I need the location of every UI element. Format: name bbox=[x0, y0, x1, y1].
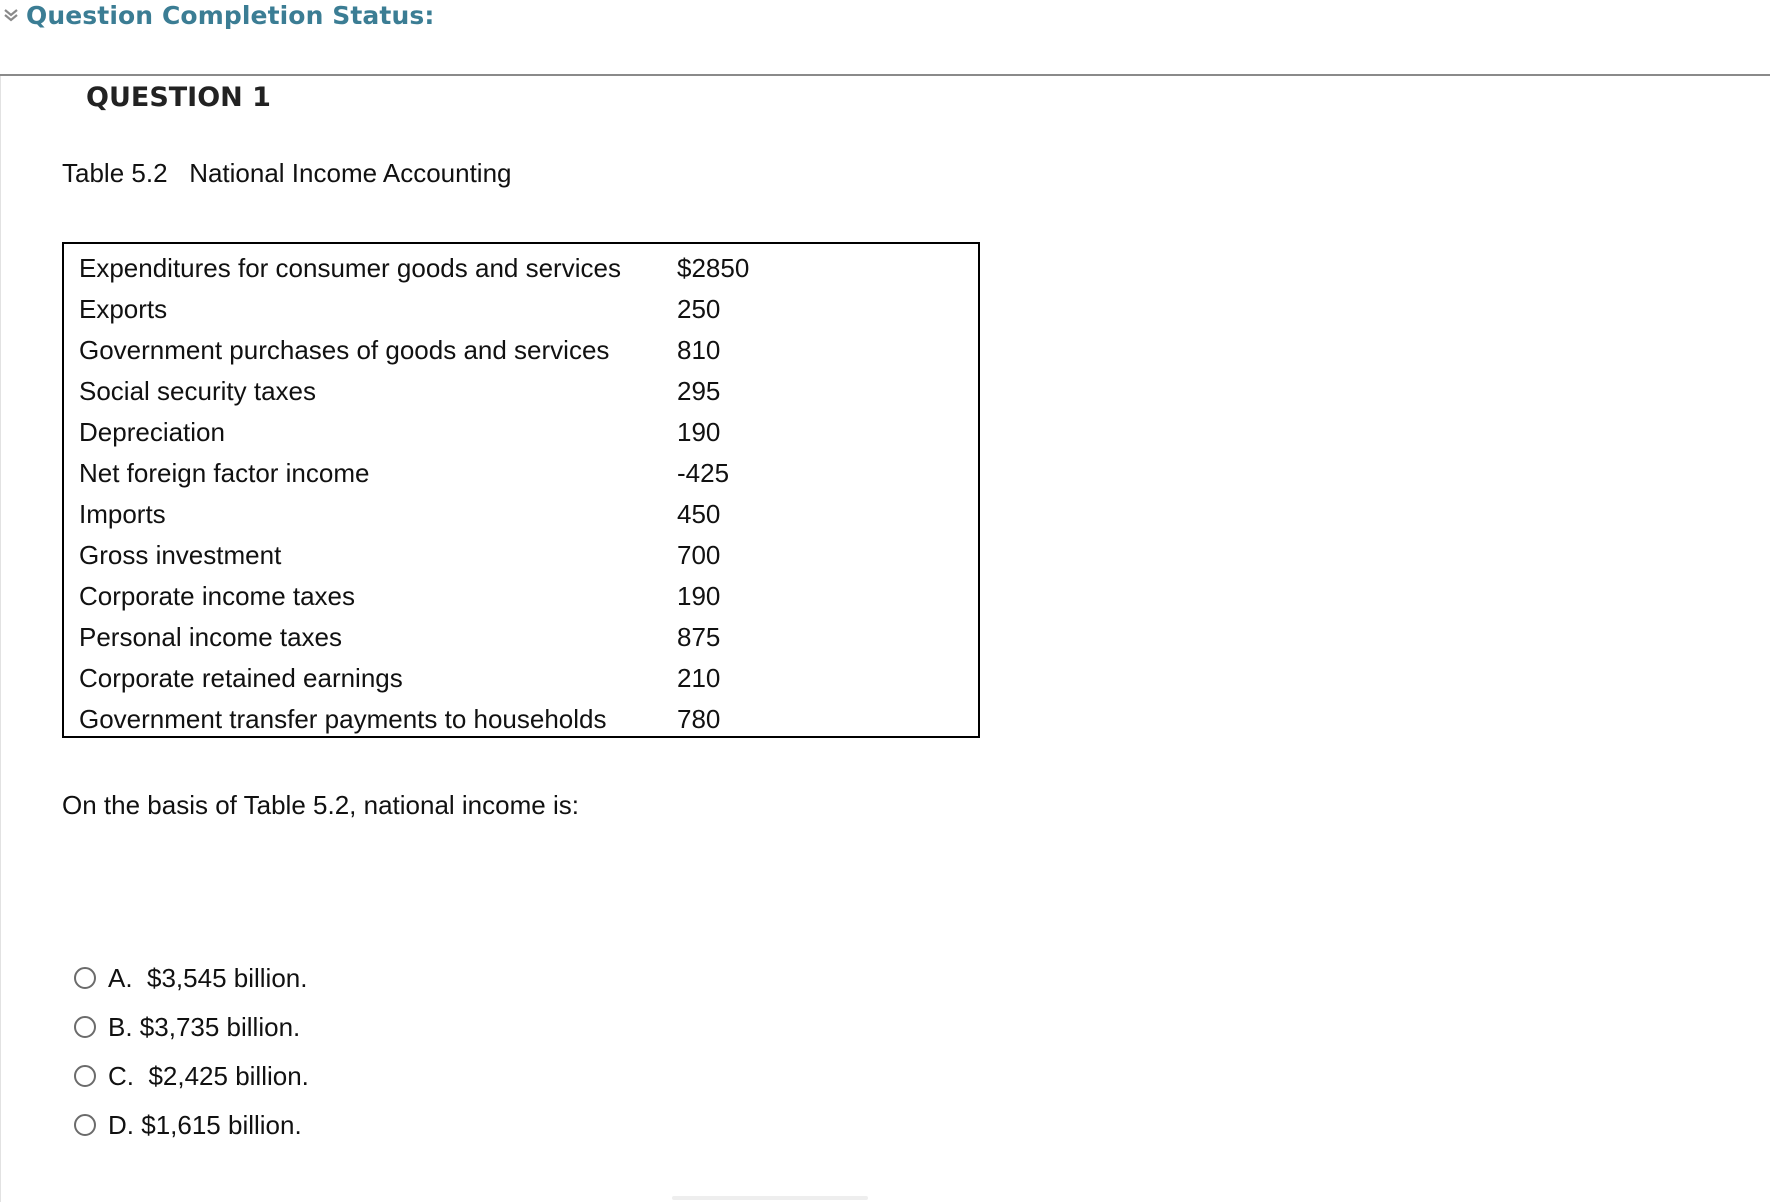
row-value: $2850 bbox=[677, 253, 750, 283]
table-row bbox=[64, 412, 978, 453]
option-text: $3,735 billion. bbox=[139, 1011, 301, 1042]
table-row bbox=[64, 248, 978, 289]
answer-option-a[interactable] bbox=[74, 960, 307, 996]
content-left-border bbox=[0, 76, 1, 1202]
table-row bbox=[64, 289, 978, 330]
row-label: Expenditures for consumer goods and services bbox=[79, 253, 621, 283]
option-text: $3,545 billion. bbox=[147, 962, 308, 993]
row-label: Imports bbox=[79, 499, 166, 529]
question-completion-status-label: Question Completion Status: bbox=[26, 0, 435, 30]
answer-option-b[interactable] bbox=[74, 1009, 300, 1045]
table-row bbox=[64, 494, 978, 535]
option-letter: D. bbox=[108, 1109, 142, 1140]
row-value: 450 bbox=[677, 499, 721, 529]
row-value: 250 bbox=[677, 294, 721, 324]
row-value: 190 bbox=[677, 417, 721, 447]
row-label: Government purchases of goods and services bbox=[79, 335, 610, 365]
table-row bbox=[64, 371, 978, 412]
header-divider bbox=[0, 74, 1770, 76]
row-label: Corporate retained earnings bbox=[79, 663, 403, 693]
radio-button-c[interactable] bbox=[74, 1065, 96, 1087]
question-prompt: On the basis of Table 5.2, national income is: bbox=[62, 790, 579, 820]
row-value: 780 bbox=[677, 704, 721, 734]
question-completion-status-toggle[interactable] bbox=[0, 0, 434, 30]
option-text: $2,425 billion. bbox=[148, 1060, 309, 1091]
table-caption: Table 5.2 National Income Accounting bbox=[62, 158, 512, 188]
option-letter: A. bbox=[108, 962, 148, 993]
row-value: 190 bbox=[677, 581, 721, 611]
row-value: 295 bbox=[677, 376, 721, 406]
table-row bbox=[64, 658, 978, 699]
row-label: Government transfer payments to households bbox=[79, 704, 607, 734]
chevron-down-icon[interactable] bbox=[0, 4, 22, 26]
row-label: Social security taxes bbox=[79, 376, 316, 406]
row-label: Personal income taxes bbox=[79, 622, 343, 652]
row-value: -425 bbox=[677, 458, 730, 488]
question-title: QUESTION 1 bbox=[86, 82, 271, 113]
row-label: Gross investment bbox=[79, 540, 282, 570]
row-value: 210 bbox=[677, 663, 721, 693]
table-row bbox=[64, 535, 978, 576]
row-value: 875 bbox=[677, 622, 721, 652]
option-letter: C. bbox=[108, 1060, 149, 1091]
radio-button-d[interactable] bbox=[74, 1114, 96, 1136]
row-label: Net foreign factor income bbox=[79, 458, 370, 488]
table-row bbox=[64, 576, 978, 617]
answer-option-c[interactable] bbox=[74, 1058, 309, 1094]
option-letter: B. bbox=[108, 1011, 140, 1042]
row-label: Depreciation bbox=[79, 417, 225, 447]
option-text: $1,615 billion. bbox=[141, 1109, 302, 1140]
answer-option-d[interactable] bbox=[74, 1107, 302, 1143]
table-row bbox=[64, 617, 978, 658]
table-row bbox=[64, 699, 978, 740]
table-row bbox=[64, 330, 978, 371]
row-label: Corporate income taxes bbox=[79, 581, 356, 611]
table-row bbox=[64, 453, 978, 494]
national-income-table bbox=[62, 242, 980, 738]
row-value: 700 bbox=[677, 540, 721, 570]
bottom-scroll-indicator bbox=[672, 1196, 868, 1200]
row-value: 810 bbox=[677, 335, 721, 365]
radio-button-b[interactable] bbox=[74, 1016, 96, 1038]
radio-button-a[interactable] bbox=[74, 967, 96, 989]
row-label: Exports bbox=[79, 294, 168, 324]
